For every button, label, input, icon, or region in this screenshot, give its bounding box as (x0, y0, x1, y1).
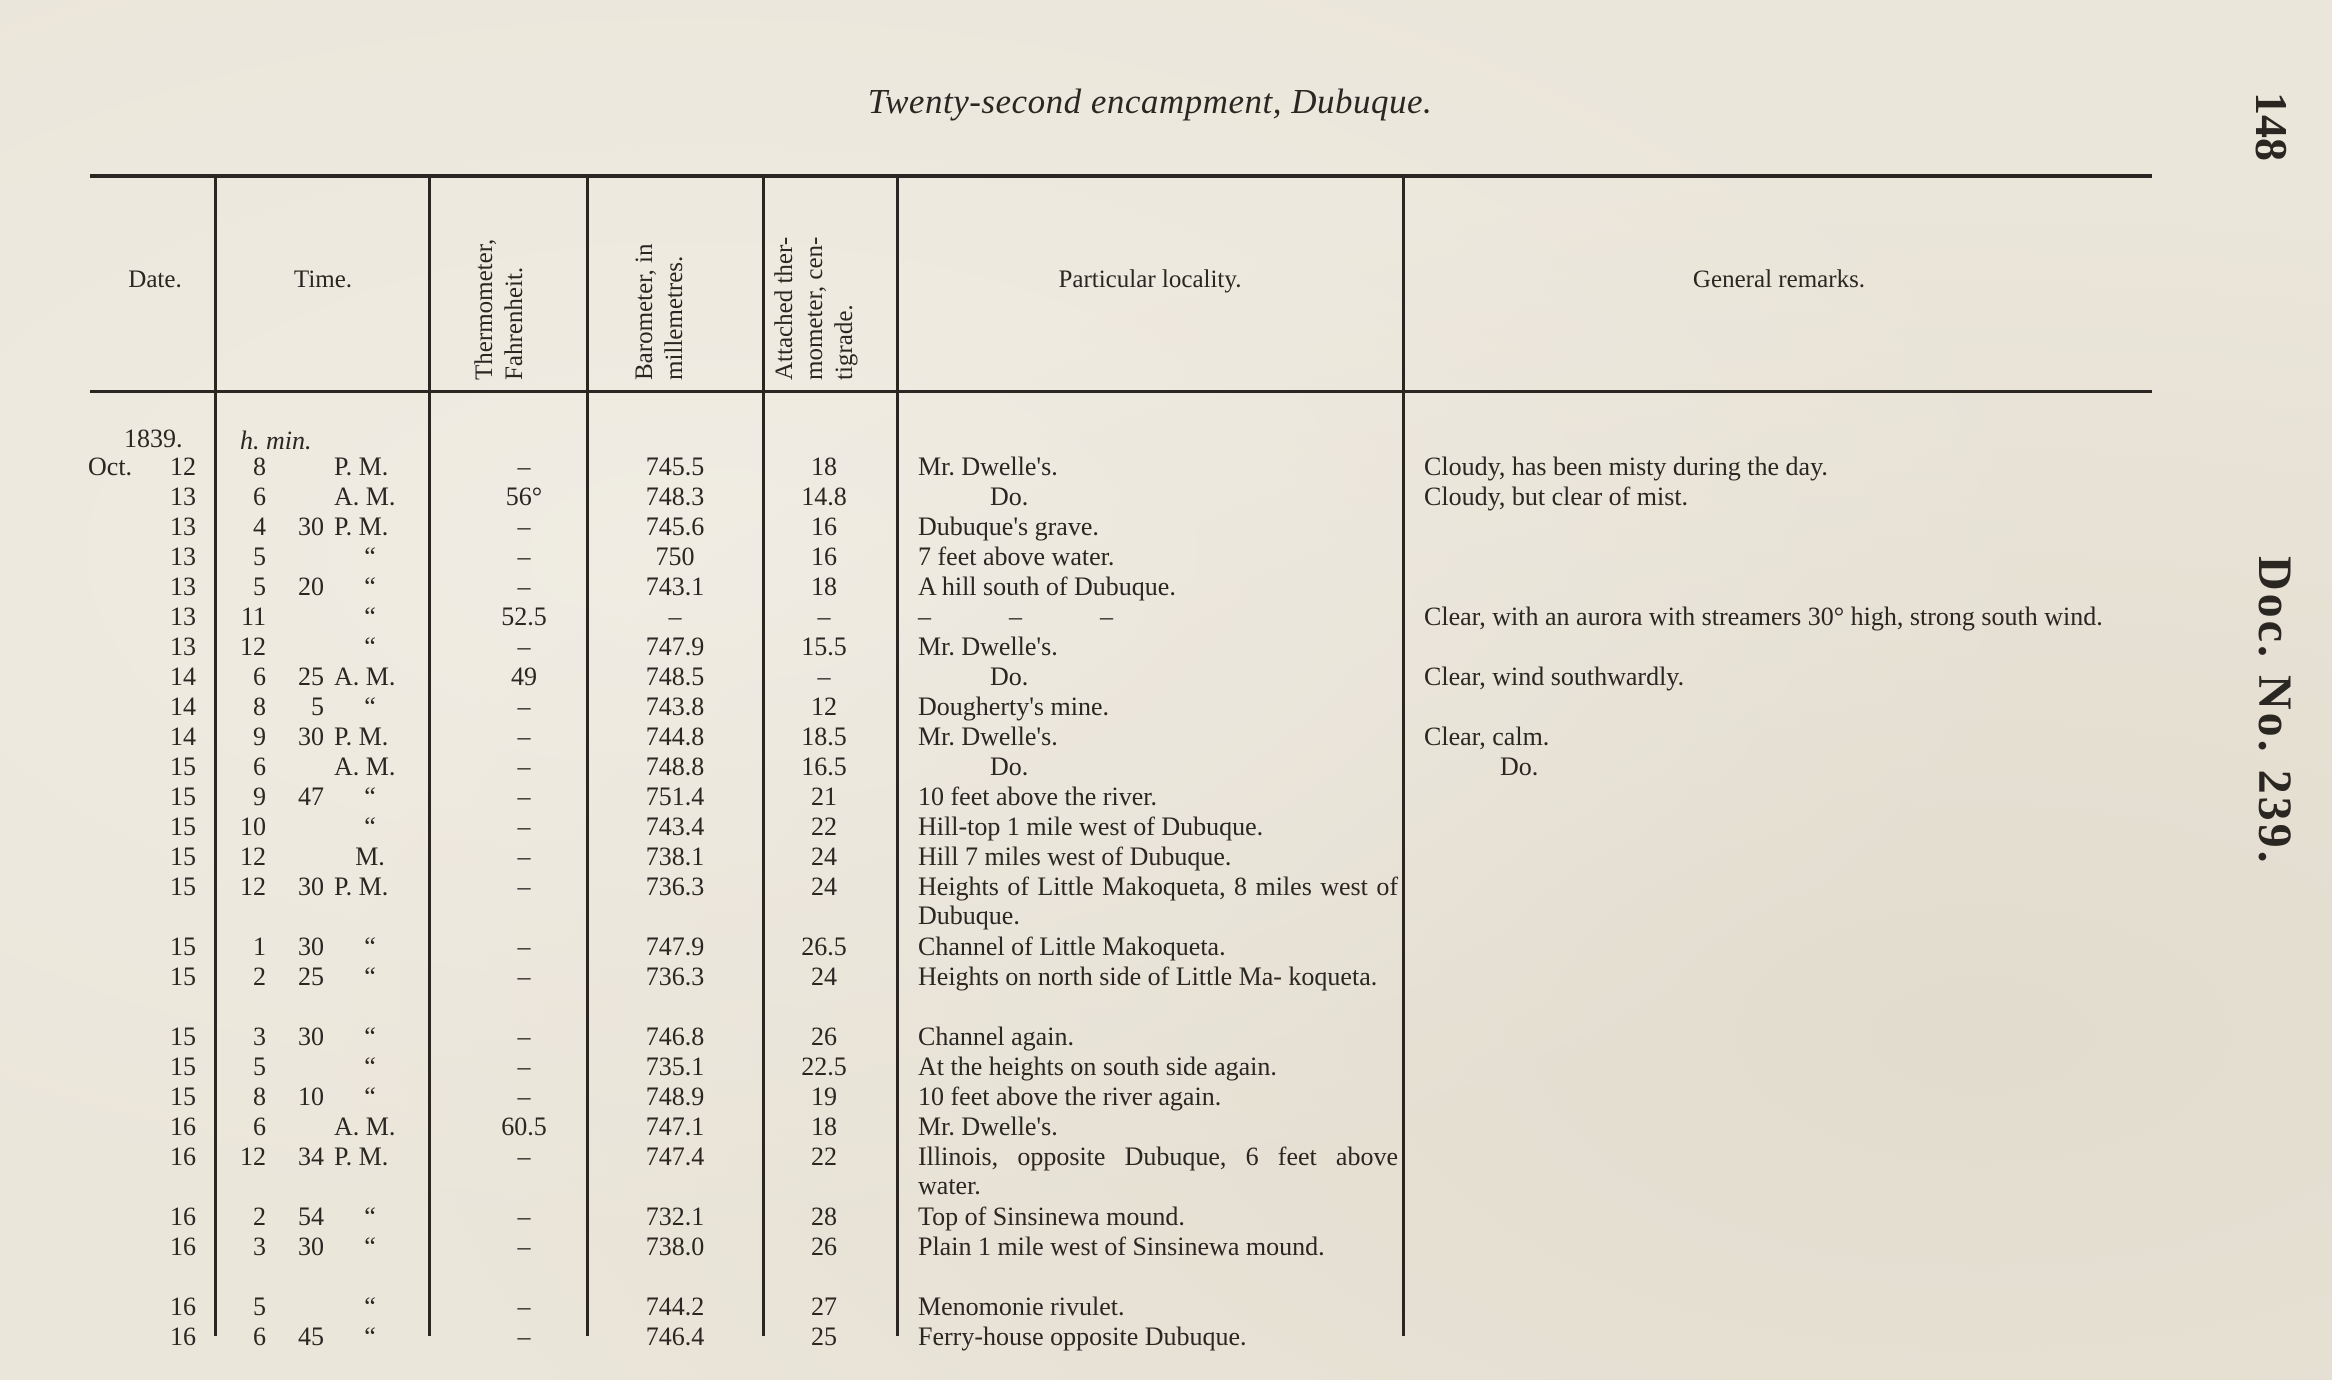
cell-locality: Dubuque's grave. (918, 512, 1099, 541)
cell-thermometer: – (517, 1202, 531, 1231)
cell-barometer: 735.1 (645, 1052, 705, 1081)
cell-hour: 6 (253, 662, 266, 691)
cell-thermometer: – (517, 872, 531, 901)
cell-thermometer: – (517, 752, 531, 781)
cell-day: 15 (170, 1022, 196, 1051)
cell-ditto: “ (364, 572, 376, 601)
cell-remarks: Clear, wind southwardly. (1424, 662, 1685, 691)
cell-attached-thermometer: 27 (811, 1292, 837, 1321)
cell-thermometer: – (517, 1142, 531, 1171)
cell-day: 16 (170, 1112, 196, 1141)
cell-minute: 54 (298, 1202, 324, 1231)
cell-ditto: “ (364, 1022, 376, 1051)
cell-attached-thermometer: 14.8 (801, 482, 847, 511)
cell-hour: 1 (253, 932, 266, 961)
cell-barometer: 738.1 (645, 842, 705, 871)
cell-attached-thermometer: 22 (811, 1142, 837, 1171)
cell-barometer: 747.9 (645, 632, 705, 661)
cell-ampm: P. M. (334, 512, 389, 541)
cell-attached-thermometer: 12 (811, 692, 837, 721)
cell-day: 12 (170, 452, 196, 481)
cell-thermometer: 60.5 (501, 1112, 547, 1141)
cell-attached-thermometer: 18 (811, 452, 837, 481)
cell-thermometer: 52.5 (501, 602, 547, 631)
table-header-rule (90, 390, 2152, 393)
cell-month: Oct. (88, 452, 133, 481)
cell-locality: Ferry-house opposite Dubuque. (918, 1322, 1247, 1351)
cell-attached-thermometer: 26 (811, 1232, 837, 1261)
cell-thermometer: 49 (511, 662, 537, 691)
cell-attached-thermometer: 28 (811, 1202, 837, 1231)
cell-barometer: 732.1 (645, 1202, 705, 1231)
header-barometer: Barometer, in millemetres. (631, 243, 688, 380)
cell-hour: 8 (253, 692, 266, 721)
column-divider (762, 176, 765, 1336)
cell-barometer: 736.3 (645, 962, 705, 991)
cell-day: 13 (170, 482, 196, 511)
cell-minute: 5 (311, 692, 324, 721)
cell-day: 13 (170, 512, 196, 541)
cell-locality: Mr. Dwelle's. (918, 1112, 1058, 1141)
cell-minute: 45 (298, 1322, 324, 1351)
cell-ditto: “ (364, 812, 376, 841)
cell-locality: A hill south of Dubuque. (918, 572, 1176, 601)
cell-locality: Mr. Dwelle's. (918, 632, 1058, 661)
cell-thermometer: – (517, 572, 531, 601)
cell-ditto: “ (364, 932, 376, 961)
cell-hour: 5 (253, 1292, 266, 1321)
cell-day: 15 (170, 962, 196, 991)
cell-attached-thermometer: 25 (811, 1322, 837, 1351)
column-divider (896, 176, 899, 1336)
cell-ampm: A. M. (334, 752, 396, 781)
cell-locality: Mr. Dwelle's. (918, 452, 1058, 481)
cell-ampm: A. M. (334, 1112, 396, 1141)
cell-day: 16 (170, 1292, 196, 1321)
cell-minute: 20 (298, 572, 324, 601)
cell-thermometer: – (517, 692, 531, 721)
cell-ditto: “ (364, 1052, 376, 1081)
cell-day: 16 (170, 1142, 196, 1171)
cell-ditto: “ (364, 542, 376, 571)
cell-day: 16 (170, 1232, 196, 1261)
cell-minute: 25 (298, 962, 324, 991)
cell-attached-thermometer: 18 (811, 572, 837, 601)
cell-ditto: “ (364, 1322, 376, 1351)
cell-minute: 34 (298, 1142, 324, 1171)
cell-remarks: Do. (1500, 752, 1539, 781)
cell-minute: 10 (298, 1082, 324, 1111)
cell-day: 15 (170, 812, 196, 841)
cell-hour: 2 (253, 962, 266, 991)
cell-thermometer: – (517, 722, 531, 751)
cell-hour: 6 (253, 1112, 266, 1141)
cell-minute: 47 (298, 782, 324, 811)
cell-locality: Menomonie rivulet. (918, 1292, 1125, 1321)
cell-attached-thermometer: – (817, 662, 831, 691)
cell-attached-thermometer: 22 (811, 812, 837, 841)
header-attached-thermometer: Attached ther- mometer, cen- tigrade. (771, 236, 858, 380)
cell-attached-thermometer: 24 (811, 962, 837, 991)
cell-day: 13 (170, 542, 196, 571)
column-divider (1402, 176, 1405, 1336)
cell-locality: 7 feet above water. (918, 542, 1115, 571)
cell-thermometer: – (517, 842, 531, 871)
cell-day: 15 (170, 1052, 196, 1081)
cell-locality: Mr. Dwelle's. (918, 722, 1058, 751)
cell-locality: Heights on north side of Little Ma- koqueta. (918, 962, 1378, 991)
cell-barometer: 743.4 (645, 812, 705, 841)
cell-day: 16 (170, 1202, 196, 1231)
cell-hour: 3 (253, 1022, 266, 1051)
cell-ditto: “ (364, 962, 376, 991)
cell-ampm: M. (355, 842, 385, 871)
cell-locality: Heights of Little Makoqueta, 8 miles west of Dubuque. (918, 872, 1398, 930)
cell-locality: Hill-top 1 mile west of Dubuque. (918, 812, 1264, 841)
cell-remarks: Cloudy, has been misty during the day. (1424, 452, 1828, 481)
cell-attached-thermometer: 22.5 (801, 1052, 847, 1081)
cell-minute: 30 (298, 722, 324, 751)
column-divider (428, 176, 431, 1336)
cell-attached-thermometer: 26 (811, 1022, 837, 1051)
cell-attached-thermometer: 21 (811, 782, 837, 811)
cell-ditto: “ (364, 1232, 376, 1261)
cell-ditto: “ (364, 602, 376, 631)
hour-minute-label: h. min. (240, 426, 312, 455)
cell-hour: 9 (253, 722, 266, 751)
cell-hour: 5 (253, 572, 266, 601)
cell-locality: 10 feet above the river. (918, 782, 1157, 811)
header-thermometer: Thermometer, Fahrenheit. (471, 238, 528, 380)
cell-hour: 9 (253, 782, 266, 811)
cell-ampm: P. M. (334, 872, 389, 901)
cell-attached-thermometer: 24 (811, 872, 837, 901)
cell-hour: 5 (253, 542, 266, 571)
cell-attached-thermometer: 26.5 (801, 932, 847, 961)
cell-barometer: 750 (655, 542, 695, 571)
cell-hour: 6 (253, 1322, 266, 1351)
cell-hour: 6 (253, 482, 266, 511)
cell-ampm: P. M. (334, 722, 389, 751)
cell-locality: Channel of Little Makoqueta. (918, 932, 1226, 961)
cell-locality: Dougherty's mine. (918, 692, 1109, 721)
header-date: Date. (128, 266, 182, 293)
document-number: Doc. No. 239. (2248, 556, 2301, 866)
cell-minute: 30 (298, 872, 324, 901)
cell-barometer: – (668, 602, 682, 631)
cell-remarks: Clear, with an aurora with streamers 30° high, strong south wind. (1424, 602, 2103, 631)
cell-hour: 2 (253, 1202, 266, 1231)
cell-locality: – – – (918, 602, 1113, 631)
cell-locality: Do. (990, 662, 1029, 691)
cell-ampm: A. M. (334, 482, 396, 511)
cell-hour: 12 (240, 872, 266, 901)
cell-hour: 10 (240, 812, 266, 841)
cell-thermometer: – (517, 542, 531, 571)
cell-barometer: 748.3 (645, 482, 705, 511)
cell-remarks: Cloudy, but clear of mist. (1424, 482, 1689, 511)
cell-attached-thermometer: 16.5 (801, 752, 847, 781)
cell-barometer: 744.2 (645, 1292, 705, 1321)
cell-minute: 30 (298, 512, 324, 541)
cell-barometer: 747.4 (645, 1142, 705, 1171)
cell-thermometer: – (517, 632, 531, 661)
cell-day: 13 (170, 572, 196, 601)
cell-day: 15 (170, 842, 196, 871)
cell-thermometer: – (517, 452, 531, 481)
cell-day: 15 (170, 932, 196, 961)
cell-thermometer: – (517, 1052, 531, 1081)
table-top-rule (90, 174, 2152, 178)
cell-locality: Top of Sinsinewa mound. (918, 1202, 1185, 1231)
cell-barometer: 743.1 (645, 572, 705, 601)
cell-barometer: 748.8 (645, 752, 705, 781)
page-number: 148 (2246, 92, 2297, 161)
cell-thermometer: 56° (505, 482, 543, 511)
cell-hour: 12 (240, 842, 266, 871)
cell-thermometer: – (517, 1082, 531, 1111)
cell-barometer: 746.8 (645, 1022, 705, 1051)
header-locality: Particular locality. (1058, 266, 1242, 293)
cell-day: 14 (170, 722, 196, 751)
cell-attached-thermometer: 24 (811, 842, 837, 871)
cell-locality: Do. (990, 482, 1029, 511)
cell-barometer: 736.3 (645, 872, 705, 901)
cell-thermometer: – (517, 932, 531, 961)
cell-locality: Hill 7 miles west of Dubuque. (918, 842, 1232, 871)
cell-day: 15 (170, 1082, 196, 1111)
cell-hour: 3 (253, 1232, 266, 1261)
cell-attached-thermometer: 19 (811, 1082, 837, 1111)
cell-attached-thermometer: 16 (811, 512, 837, 541)
cell-hour: 6 (253, 752, 266, 781)
cell-minute: 30 (298, 1022, 324, 1051)
cell-barometer: 747.9 (645, 932, 705, 961)
cell-hour: 8 (253, 1082, 266, 1111)
cell-barometer: 751.4 (645, 782, 705, 811)
cell-ditto: “ (364, 1292, 376, 1321)
cell-attached-thermometer: – (817, 602, 831, 631)
cell-thermometer: – (517, 1022, 531, 1051)
cell-barometer: 745.5 (645, 452, 705, 481)
cell-barometer: 745.6 (645, 512, 705, 541)
cell-day: 15 (170, 872, 196, 901)
cell-day: 14 (170, 662, 196, 691)
cell-locality: Do. (990, 752, 1029, 781)
cell-thermometer: – (517, 962, 531, 991)
header-time: Time. (293, 266, 353, 293)
cell-thermometer: – (517, 1232, 531, 1261)
cell-attached-thermometer: 18.5 (801, 722, 847, 751)
cell-ditto: “ (364, 782, 376, 811)
cell-hour: 12 (240, 632, 266, 661)
cell-ditto: “ (364, 1082, 376, 1111)
cell-barometer: 748.9 (645, 1082, 705, 1111)
cell-ditto: “ (364, 1202, 376, 1231)
cell-hour: 5 (253, 1052, 266, 1081)
cell-day: 13 (170, 632, 196, 661)
year-label: 1839. (124, 424, 183, 453)
cell-barometer: 738.0 (645, 1232, 705, 1261)
cell-ampm: P. M. (334, 452, 389, 481)
cell-thermometer: – (517, 1322, 531, 1351)
column-divider (214, 176, 217, 1336)
cell-day: 13 (170, 602, 196, 631)
cell-thermometer: – (517, 782, 531, 811)
cell-day: 16 (170, 1322, 196, 1351)
cell-thermometer: – (517, 1292, 531, 1321)
cell-locality: 10 feet above the river again. (918, 1082, 1222, 1111)
cell-barometer: 748.5 (645, 662, 705, 691)
cell-ditto: “ (364, 692, 376, 721)
cell-barometer: 746.4 (645, 1322, 705, 1351)
cell-ampm: A. M. (334, 662, 396, 691)
cell-attached-thermometer: 18 (811, 1112, 837, 1141)
cell-locality: At the heights on south side again. (918, 1052, 1277, 1081)
cell-remarks: Clear, calm. (1424, 722, 1550, 751)
column-divider (586, 176, 589, 1336)
cell-hour: 11 (240, 602, 266, 631)
header-remarks: General remarks. (1692, 266, 1866, 293)
cell-attached-thermometer: 15.5 (801, 632, 847, 661)
cell-barometer: 743.8 (645, 692, 705, 721)
cell-hour: 12 (240, 1142, 266, 1171)
cell-barometer: 747.1 (645, 1112, 705, 1141)
cell-minute: 30 (298, 1232, 324, 1261)
cell-ditto: “ (364, 632, 376, 661)
cell-ampm: P. M. (334, 1142, 389, 1171)
cell-hour: 8 (253, 452, 266, 481)
cell-hour: 4 (253, 512, 266, 541)
cell-day: 15 (170, 752, 196, 781)
cell-thermometer: – (517, 812, 531, 841)
cell-locality: Illinois, opposite Dubuque, 6 feet above water. (918, 1142, 1398, 1200)
page-title: Twenty-second encampment, Dubuque. (867, 82, 1433, 121)
cell-minute: 25 (298, 662, 324, 691)
cell-locality: Plain 1 mile west of Sinsinewa mound. (918, 1232, 1325, 1261)
cell-day: 14 (170, 692, 196, 721)
cell-attached-thermometer: 16 (811, 542, 837, 571)
cell-locality: Channel again. (918, 1022, 1074, 1051)
cell-minute: 30 (298, 932, 324, 961)
cell-barometer: 744.8 (645, 722, 705, 751)
cell-thermometer: – (517, 512, 531, 541)
cell-day: 15 (170, 782, 196, 811)
